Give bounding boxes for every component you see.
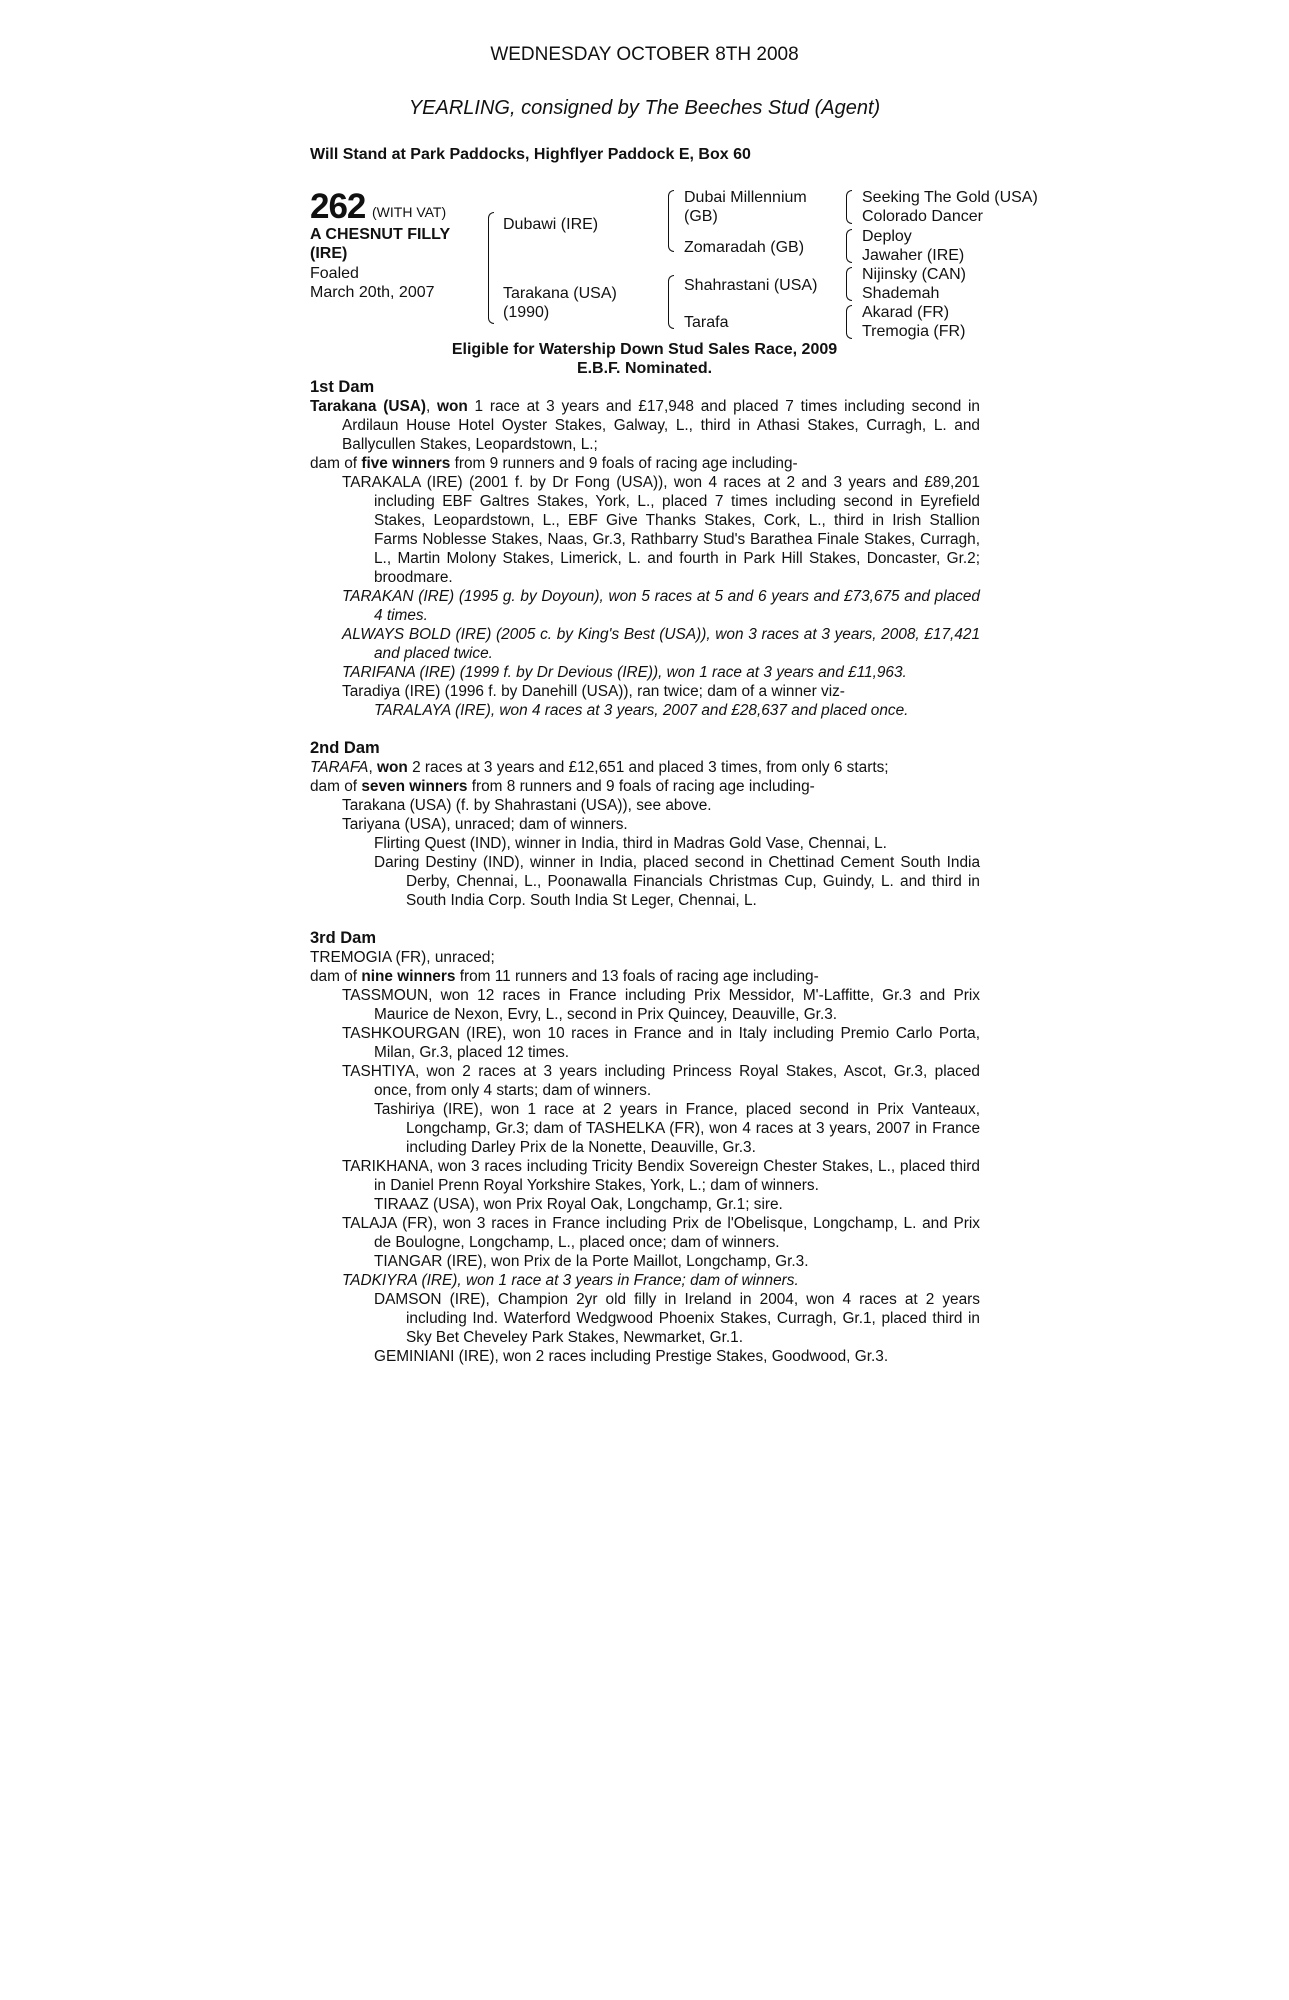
progeny-entry: Tariyana (USA), unraced; dam of winners. <box>342 816 628 833</box>
progeny-entry: TADKIYRA (IRE), won 1 race at 3 years in France; dam of winners. <box>342 1272 799 1289</box>
pedigree-g3-8: Tremogia (FR) <box>862 323 966 340</box>
pedigree-dam: Tarakana (USA) <box>503 285 617 302</box>
first-dam-record: Tarakana (USA), won 1 race at 3 years and £17,948 and placed 7 times including second in Ardilaun House Hotel Oyster Stakes, Galway, L., third in Athasi Stakes, Curragh, L. and Ballycullen Stakes, Leopardstown, L.; <box>310 398 980 453</box>
progeny-entry: TIRAAZ (USA), won Prix Royal Oak, Longchamp, Gr.1; sire. <box>374 1196 783 1213</box>
g3-brace-2 <box>846 229 852 263</box>
first-dam-name: Tarakana (USA) <box>310 398 426 415</box>
pedigree-dam-sire: Shahrastani (USA) <box>684 277 818 294</box>
third-dam-winners: nine winners <box>361 968 456 985</box>
first-dam-record-text: 1 race at 3 years and £17,948 and placed 7 times including second in Ardilaun House Hotel Oyster Stakes, Galway, L., third in Athasi Stakes, Curragh, L. and Ballycullen Stakes, Leopardstown, L.; <box>342 398 980 453</box>
third-dam-summary <box>310 967 980 986</box>
first-dam-summary-pre: dam of <box>310 455 358 472</box>
pedigree-g3-4: Jawaher (IRE) <box>862 247 965 264</box>
first-dam-winners: five winners <box>361 455 451 472</box>
g3-brace-3 <box>846 267 852 301</box>
progeny-entry: TIANGAR (IRE), won Prix de la Porte Maillot, Longchamp, Gr.3. <box>374 1253 809 1270</box>
second-dam-name: TARAFA <box>310 759 369 776</box>
foaled-date: March 20th, 2007 <box>310 284 435 301</box>
progeny-entry: Daring Destiny (IND), winner in India, placed second in Chettinad Cement South India Derby, Chennai, L., Poonawalla Financials Christmas Cup, Guindy, L. and third in South India Corp. South India St Leger, Chennai, L. <box>374 854 980 909</box>
pedigree-sire-sire: Dubai Millennium (GB) <box>684 189 807 225</box>
first-dam-heading: 1st Dam <box>310 378 375 396</box>
second-dam-summary <box>310 777 980 796</box>
lot-name: A CHESNUT FILLY (IRE) <box>310 226 450 262</box>
second-dam-record-text: 2 races at 3 years and £12,651 and placed 3 times, from only 6 starts; <box>412 759 889 776</box>
eligibility-line-2: E.B.F. Nominated. <box>576 360 713 377</box>
progeny-entry: TARALAYA (IRE), won 4 races at 3 years, 2007 and £28,637 and placed once. <box>374 702 909 719</box>
progeny-entry: DAMSON (IRE), Champion 2yr old filly in Ireland in 2004, won 4 races at 2 years including Ind. Waterford Wedgwood Phoenix Stakes, Curragh, Gr.1, placed third in Sky Bet Cheveley Park Stakes, Newmarket, Gr.1. <box>374 1291 980 1346</box>
first-dam-won: won <box>437 398 468 415</box>
third-dam-summary-post: from 11 runners and 13 foals of racing age including- <box>459 968 819 985</box>
pedigree-g3-1: Seeking The Gold (USA) <box>862 189 1038 206</box>
vat-note: (WITH VAT) <box>372 204 447 220</box>
third-dam-heading: 3rd Dam <box>310 929 377 947</box>
progeny-entry: TARAKALA (IRE) (2001 f. by Dr Fong (USA)), won 4 races at 2 and 3 years and £89,201 including EBF Galtres Stakes, York, L., placed 7 times including second in Eyrefield Stakes, Leopardstown, L., EBF Give Thanks Stakes, Cork, L., third in Irish Stallion Farms Noblesse Stakes, Naas, Gr.3, Rathbarry Stud's Barathea Finale Stakes, Curragh, L., Martin Molony Stakes, Limerick, L. and fourth in Park Hill Stakes, Doncaster, Gr.2; broodmare. <box>342 474 980 586</box>
progeny-entry: Tarakana (USA) (f. by Shahrastani (USA)), see above. <box>342 797 712 814</box>
progeny-entry: Taradiya (IRE) (1996 f. by Danehill (USA)), ran twice; dam of a winner viz- <box>342 683 845 700</box>
pedigree-g3-3: Deploy <box>862 228 912 245</box>
second-dam-record: TARAFA, won 2 races at 3 years and £12,651 and placed 3 times, from only 6 starts; <box>310 759 889 776</box>
pedigree-g3-6: Shademah <box>862 285 940 302</box>
pedigree-g3-7: Akarad (FR) <box>862 304 950 321</box>
second-dam-won: won <box>377 759 408 776</box>
third-dam-summary-pre: dam of <box>310 968 358 985</box>
first-dam-summary-post: from 9 runners and 9 foals of racing age including- <box>454 455 798 472</box>
dam-parents-brace <box>668 275 674 329</box>
g3-brace-1 <box>846 190 852 224</box>
location-line: Will Stand at Park Paddocks, Highflyer Paddock E, Box 60 <box>310 146 751 163</box>
eligibility-line-1: Eligible for Watership Down Stud Sales Race, 2009 <box>451 341 838 358</box>
pedigree-g3-2: Colorado Dancer <box>862 208 983 225</box>
pedigree-sire: Dubawi (IRE) <box>503 216 599 233</box>
pedigree-sire-dam: Zomaradah (GB) <box>684 239 805 256</box>
second-dam-heading: 2nd Dam <box>310 739 380 757</box>
progeny-entry: ALWAYS BOLD (IRE) (2005 c. by King's Best (USA)), won 3 races at 3 years, 2008, £17,421 and placed twice. <box>342 626 980 662</box>
progeny-entry: TARIKHANA, won 3 races including Tricity Bendix Sovereign Chester Stakes, L., placed third in Daniel Prenn Royal Yorkshire Stakes, York, L.; dam of winners. <box>342 1158 980 1194</box>
sale-date: WEDNESDAY OCTOBER 8TH 2008 <box>490 44 799 65</box>
lot-number: 262 <box>310 187 366 226</box>
progeny-entry: TASHKOURGAN (IRE), won 10 races in France and in Italy including Premio Carlo Porta, Milan, Gr.3, placed 12 times. <box>342 1025 980 1061</box>
foaled-info <box>310 264 470 302</box>
foaled-label: Foaled <box>310 265 359 282</box>
sire-dam-brace <box>488 212 494 324</box>
second-dam-winners: seven winners <box>361 778 468 795</box>
progeny-entry: TASSMOUN, won 12 races in France including Prix Messidor, M'-Laffitte, Gr.3 and Prix Maurice de Nexon, Evry, L., second in Prix Quincey, Deauville, Gr.3. <box>342 987 980 1023</box>
progeny-entry: TALAJA (FR), won 3 races in France including Prix de l'Obelisque, Longchamp, L. and Prix de Boulogne, Longchamp, L., placed once; dam of winners. <box>342 1215 980 1251</box>
progeny-entry: TASHTIYA, won 2 races at 3 years including Princess Royal Stakes, Ascot, Gr.3, placed once, from only 4 starts; dam of winners. <box>342 1063 980 1099</box>
progeny-entry: TARIFANA (IRE) (1999 f. by Dr Devious (IRE)), won 1 race at 3 years and £11,963. <box>342 664 907 681</box>
pedigree-g3-5: Nijinsky (CAN) <box>862 266 966 283</box>
second-dam-summary-post: from 8 runners and 9 foals of racing age including- <box>471 778 815 795</box>
pedigree-dam-year: (1990) <box>503 304 550 321</box>
third-dam-record: TREMOGIA (FR), unraced; <box>310 949 495 966</box>
progeny-entry: Flirting Quest (IND), winner in India, third in Madras Gold Vase, Chennai, L. <box>374 835 887 852</box>
sire-parents-brace <box>668 190 674 252</box>
first-dam-summary <box>310 454 980 473</box>
pedigree-dam-dam: Tarafa <box>684 314 729 331</box>
second-dam-summary-pre: dam of <box>310 778 358 795</box>
consignment-line: YEARLING, consigned by The Beeches Stud (Agent) <box>408 97 881 119</box>
progeny-entry: TARAKAN (IRE) (1995 g. by Doyoun), won 5 races at 5 and 6 years and £73,675 and placed 4 times. <box>342 588 980 624</box>
g3-brace-4 <box>846 305 852 339</box>
progeny-entry: Tashiriya (IRE), won 1 race at 2 years in France, placed second in Prix Vanteaux, Longchamp, Gr.3; dam of TASHELKA (FR), won 4 races at 3 years, 2007 in France including Darley Prix de la Nonette, Deauville, Gr.3. <box>374 1101 980 1156</box>
progeny-entry: GEMINIANI (IRE), won 2 races including Prestige Stakes, Goodwood, Gr.3. <box>374 1348 889 1365</box>
catalogue-body <box>310 378 980 1366</box>
